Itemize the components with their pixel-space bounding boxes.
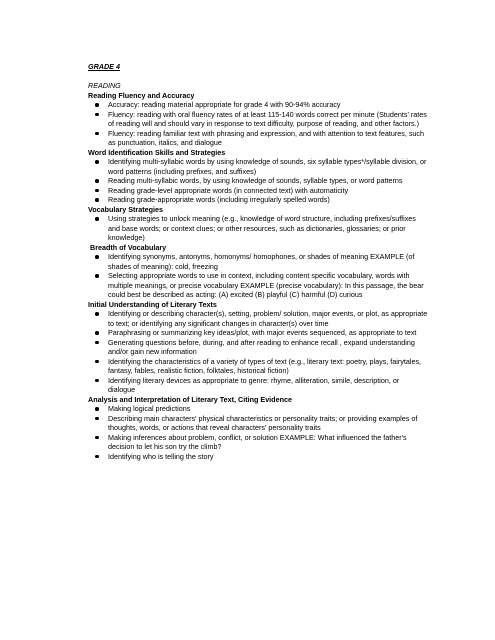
list-item: Accuracy: reading material appropriate for grade 4 with 90-94% accuracy [88, 100, 428, 110]
list-vocabulary-strategies [88, 214, 428, 243]
section-title: READING [88, 81, 121, 90]
heading-analysis-interpretation: Analysis and Interpretation of Literary Text, Citing Evidence [88, 394, 292, 404]
list-item: Making logical predictions [88, 404, 428, 414]
heading-breadth-of-vocabulary: Breadth of Vocabulary [90, 242, 167, 252]
list-item: Identifying synonyms, antonyms, homonyms/ homophones, or shades of meaning EXAMPLE (of shades of meaning): cold, freezing [88, 252, 428, 271]
list-item: Fluency: reading familiar text with phrasing and expression, and with attention to text features, such as punctuation, italics, and dialogue [88, 129, 428, 148]
list-item: Reading multi-syllabic words, by using knowledge of sounds, syllable types, or word patterns [88, 176, 428, 186]
list-reading-fluency [88, 100, 428, 148]
document-page [88, 62, 428, 461]
list-word-identification [88, 157, 428, 205]
list-item: Using strategies to unlock meaning (e.g., knowledge of word structure, including prefixes/suffixes and base words; or context clues; or other resources, such as dictionaries, glossaries; or prior knowledge) [88, 214, 428, 243]
heading-vocabulary-strategies: Vocabulary Strategies [88, 204, 163, 214]
list-item: Describing main characters' physical characteristics or personality traits; or providing examples of thoughts, words, or actions that reveal characters' personality traits [88, 414, 428, 433]
list-item: Making inferences about problem, conflict, or solution EXAMPLE: What influenced the father's decision to let his son try the climb? [88, 433, 428, 452]
list-item: Generating questions before, during, and after reading to enhance recall , expand understanding and/or gain new information [88, 338, 428, 357]
list-item: Reading grade-level appropriate words (in connected text) with automaticity [88, 186, 428, 196]
list-item: Identifying who is telling the story [88, 452, 428, 462]
list-item: Identifying or describing character(s), setting, problem/ solution, major events, or plot, as appropriate to text; or identifying any significant changes in character(s) over time [88, 309, 428, 328]
list-item: Identifying literary devices as appropriate to genre: rhyme, alliteration, simile, description, or dialogue [88, 376, 428, 395]
list-item: Identifying the characteristics of a variety of types of text (e.g., literary text: poetry, plays, fairytales, fantasy, fables, realistic fiction, folktales, historical fiction) [88, 357, 428, 376]
list-breadth-of-vocabulary [88, 252, 428, 300]
list-item: Identifying multi-syllabic words by using knowledge of sounds, six syllable types*/syllable division, or word patterns (including prefixes, and suffixes) [88, 157, 428, 176]
list-item: Selecting appropriate words to use in context, including content specific vocabulary, words with multiple meanings, or precise vocabulary EXAMPLE (precise vocabulary): In this passage, the bear could best be described as acting: (A) excited (B) playful (C) harmful (D) curious [88, 271, 428, 300]
grade-title: GRADE 4 [88, 62, 120, 71]
list-item: Fluency: reading with oral fluency rates of at least 115-140 words correct per minute (Students' rates of reading will and should vary in response to text difficulty, purpose of reading, and other factors.) [88, 110, 428, 129]
heading-reading-fluency: Reading Fluency and Accuracy [88, 90, 195, 100]
list-item: Paraphrasing or summarizing key ideas/plot, with major events sequenced, as appropriate to text [88, 328, 428, 338]
heading-initial-understanding: Initial Understanding of Literary Texts [88, 299, 217, 309]
list-initial-understanding [88, 309, 428, 395]
heading-word-identification: Word Identification Skills and Strategies [88, 147, 226, 157]
list-item: Reading grade-appropriate words (including irregularly spelled words) [88, 195, 428, 205]
list-analysis-interpretation [88, 404, 428, 461]
